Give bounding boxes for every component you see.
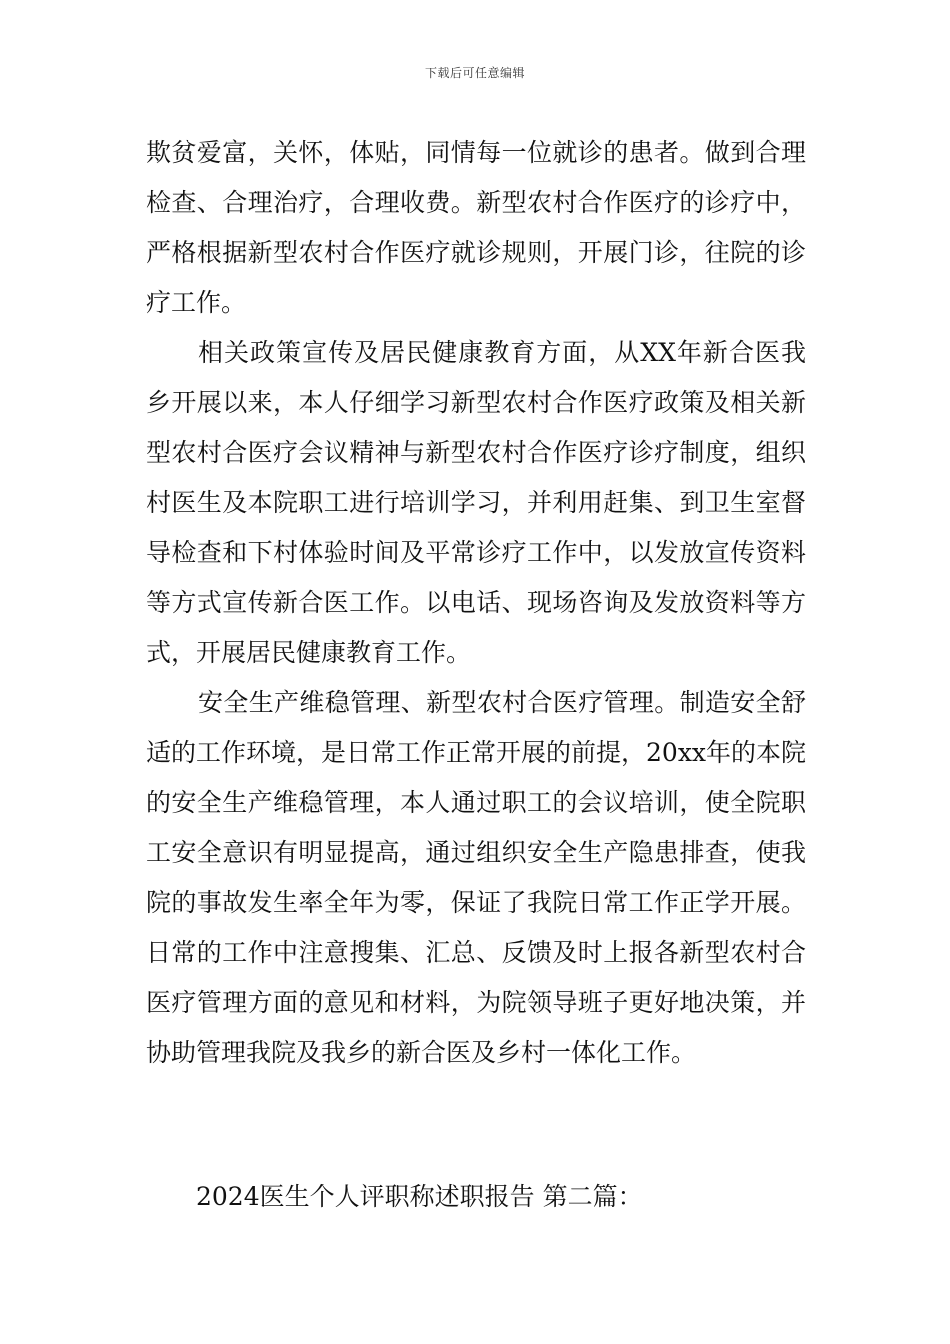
paragraph-2: 相关政策宣传及居民健康教育方面，从XX年新合医我乡开展以来，本人仔细学习新型农村合作医疗政策及相关新型农村合医疗会议精神与新型农村合作医疗诊疗制度，组织村医生及本院职工进行培训学习，并利用赶集、到卫生室督导检查和下村体验时间及平常诊疗工作中，以发放宣传资料等方式宣传新合医工作。以电话、现场咨询及发放资料等方式，开展居民健康教育工作。 bbox=[146, 338, 806, 667]
paragraph-3: 安全生产维稳管理、新型农村合医疗管理。制造安全舒适的工作环境，是日常工作正常开展的前提，20xx年的本院的安全生产维稳管理，本人通过职工的会议培训，使全院职工安全意识有明显提高，通过组织安全生产隐患排查，使我院的事故发生率全年为零，保证了我院日常工作正学开展。日常的工作中注意搜集、汇总、反馈及时上报各新型农村合医疗管理方面的意见和材料，为院领导班子更好地决策，并协助管理我院及我乡的新合医及乡村一体化工作。 bbox=[146, 688, 807, 1067]
section-title: 2024医生个人评职称述职报告 第二篇： bbox=[196, 1182, 643, 1211]
page-header: 下载后可任意编辑 bbox=[424, 66, 525, 80]
paragraph-1: 欺贫爱富，关怀，体贴，同情每一位就诊的患者。做到合理检查、合理治疗，合理收费。新型农村合作医疗的诊疗中，严格根据新型农村合作医疗就诊规则，开展门诊，往院的诊疗工作。 bbox=[146, 138, 806, 317]
document-body bbox=[146, 128, 806, 1078]
